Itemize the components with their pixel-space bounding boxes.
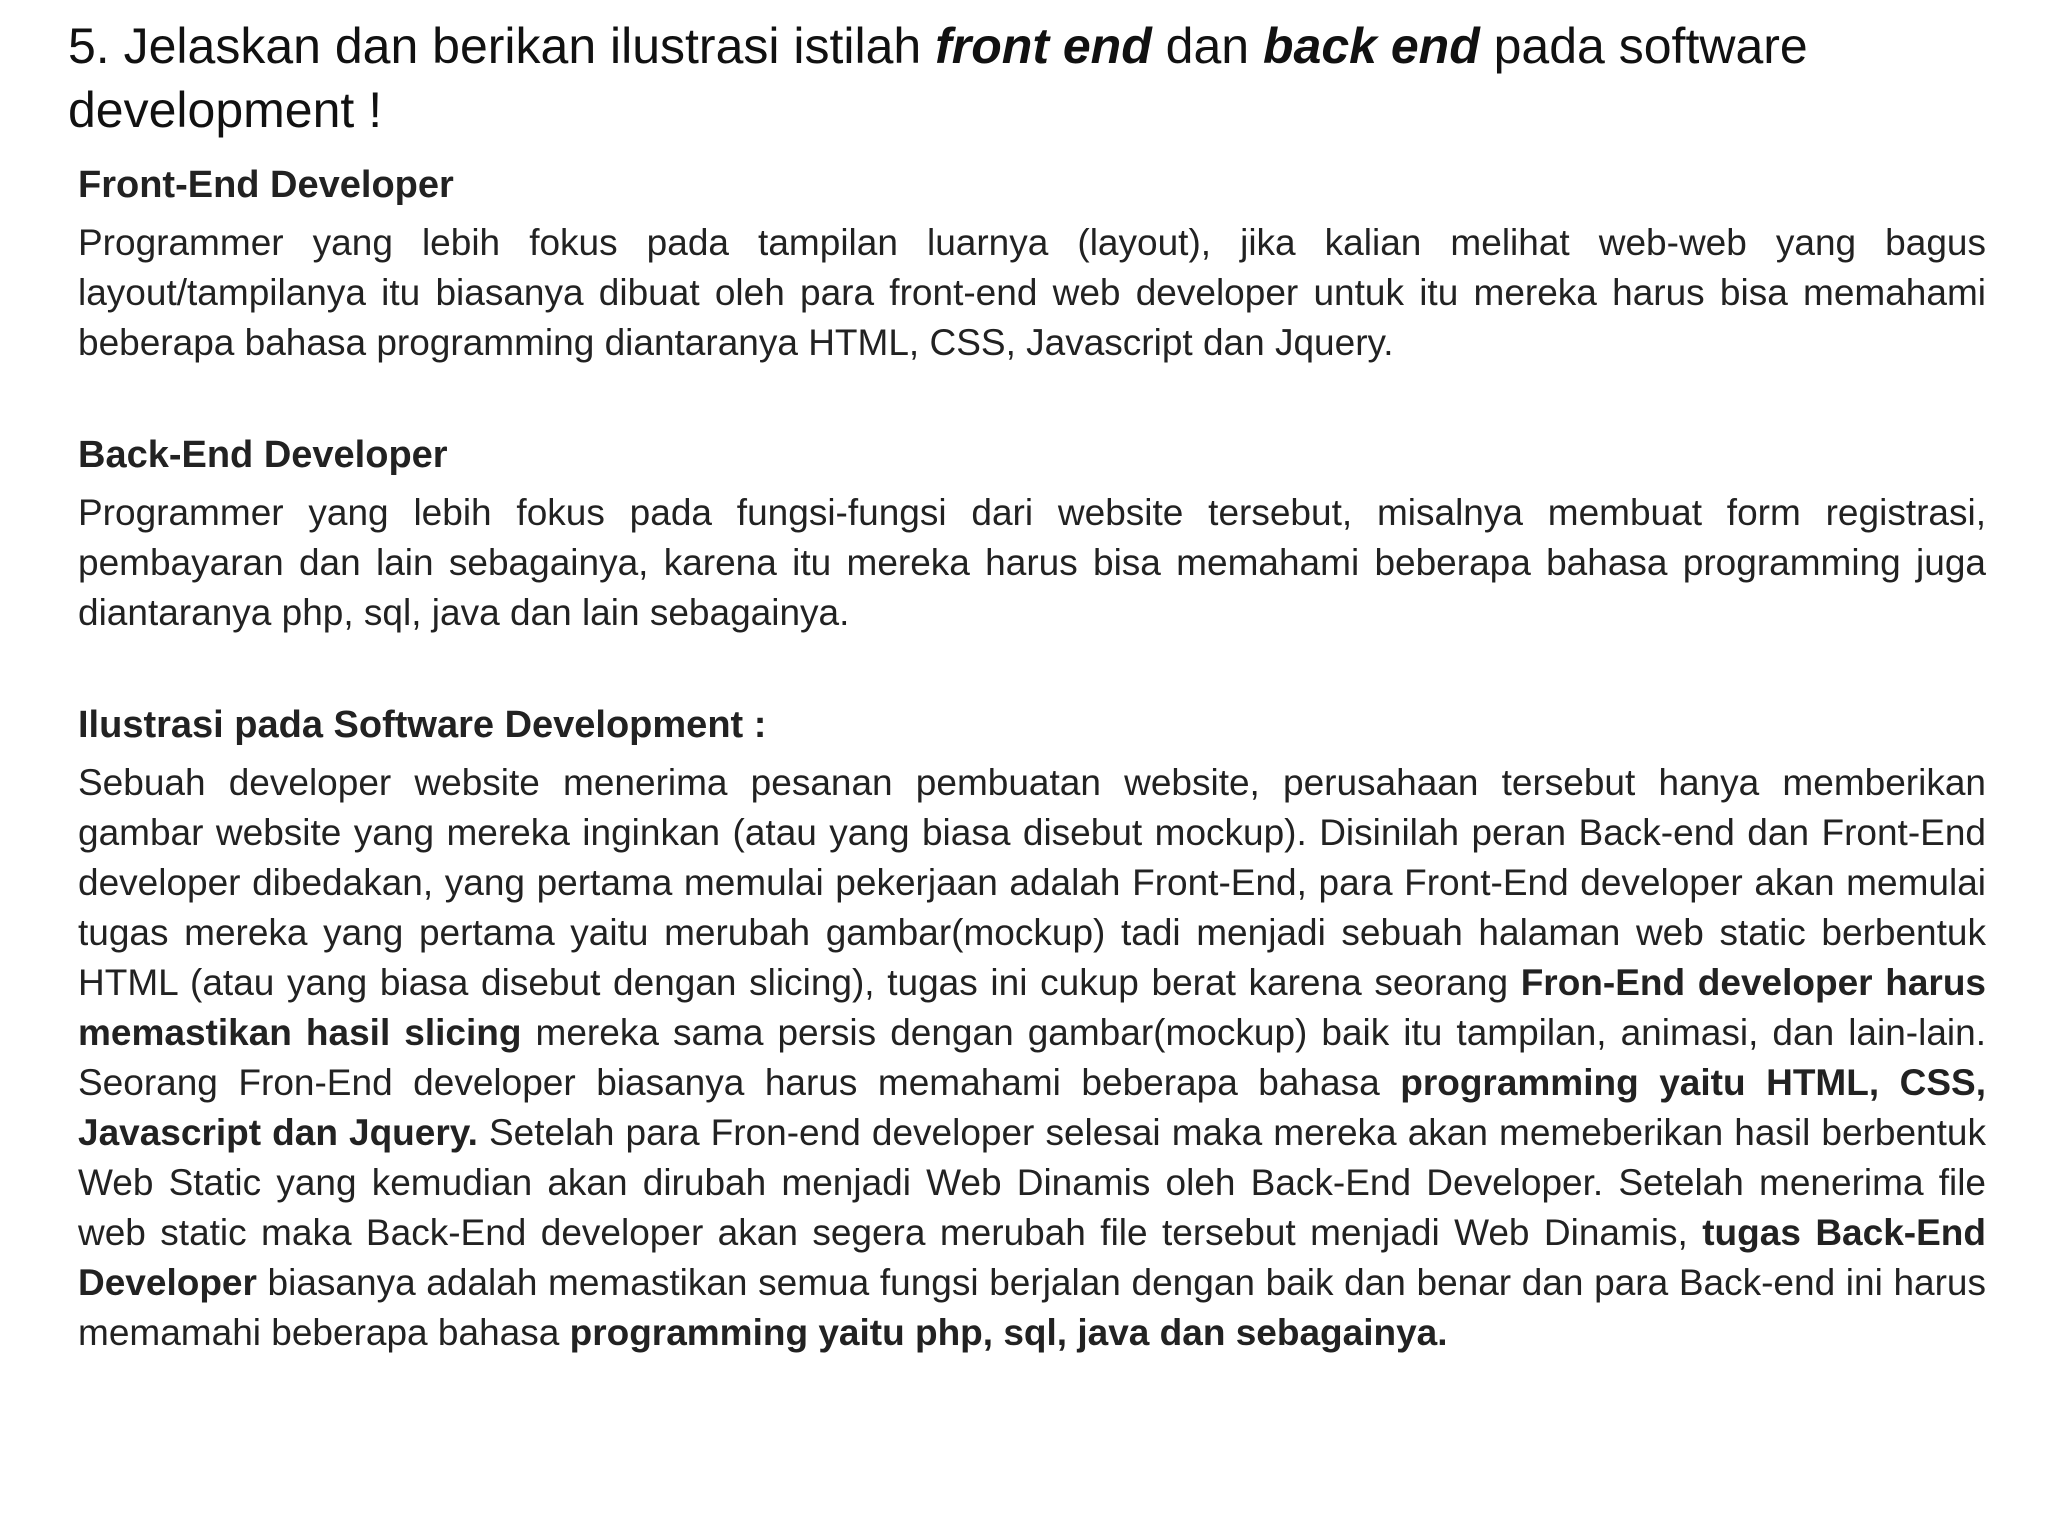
illustration-paragraph xyxy=(78,758,1986,1358)
title-text-3: pada software development ! xyxy=(68,18,1808,138)
illustration-section xyxy=(78,700,1986,1358)
illustration-text-2: mereka sama persis dengan gambar(mockup) baik itu tampilan, animasi, dan lain-lain. Seorang Fron-End developer biasanya harus memahami beberapa bahasa xyxy=(78,1012,1986,1103)
question-number: 5. xyxy=(68,18,110,74)
title-text-2: dan xyxy=(1151,18,1263,74)
front-end-description: Programmer yang lebih fokus pada tampilan luarnya (layout), jika kalian melihat web-web yang bagus layout/tampilanya itu biasanya dibuat oleh para front-end web developer untuk itu mereka harus bisa memahami beberapa bahasa programming diantaranya HTML, CSS, Javascript dan Jquery. xyxy=(78,222,1986,363)
question-title xyxy=(68,14,2008,142)
back-end-heading: Back-End Developer xyxy=(78,434,448,476)
illustration-text-4: biasanya adalah memastikan semua fungsi berjalan dengan baik dan benar dan para Back-end ini harus memamahi beberapa bahasa xyxy=(78,1262,1986,1353)
illustration-bold-3: tugas Back-End Developer xyxy=(78,1212,1986,1303)
back-end-section xyxy=(78,430,1986,638)
illustration-text-3: Setelah para Fron-end developer selesai maka mereka akan memeberikan hasil berbentuk Web Static yang kemudian akan dirubah menjadi Web Dinamis oleh Back-End Developer. Setelah menerima file web static maka Back-End developer akan segera merubah file tersebut menjadi Web Dinamis, xyxy=(78,1112,1986,1253)
back-end-description: Programmer yang lebih fokus pada fungsi-fungsi dari website tersebut, misalnya membuat form registrasi, pembayaran dan lain sebagainya, karena itu mereka harus bisa memahami beberapa bahasa programming juga diantaranya php, sql, java dan lain sebagainya. xyxy=(78,492,1986,633)
illustration-bold-2: programming yaitu HTML, CSS, Javascript dan Jquery. xyxy=(78,1062,1986,1153)
title-term-back-end: back end xyxy=(1262,18,1480,74)
illustration-heading: Ilustrasi pada Software Development : xyxy=(78,704,767,746)
front-end-section xyxy=(78,160,1986,368)
title-text-1: Jelaskan dan berikan ilustrasi istilah xyxy=(109,18,936,74)
front-end-heading: Front-End Developer xyxy=(78,164,454,206)
illustration-text-1: Sebuah developer website menerima pesanan pembuatan website, perusahaan tersebut hanya memberikan gambar website yang mereka inginkan (atau yang biasa disebut mockup). Disinilah peran Back-end dan Front-End developer dibedakan, yang pertama memulai pekerjaan adalah Front-End, para Front-End developer akan memulai tugas mereka yang pertama yaitu merubah gambar(mockup) tadi menjadi sebuah halaman web static berbentuk HTML (atau yang biasa disebut dengan slicing), tugas ini cukup berat karena seorang xyxy=(78,762,1986,1003)
title-term-front-end: front end xyxy=(935,18,1152,74)
illustration-bold-4: programming yaitu php, sql, java dan sebagainya. xyxy=(569,1312,1448,1353)
illustration-bold-1: Fron-End developer harus memastikan hasil slicing xyxy=(78,962,1986,1053)
answer-content xyxy=(78,160,1986,1358)
